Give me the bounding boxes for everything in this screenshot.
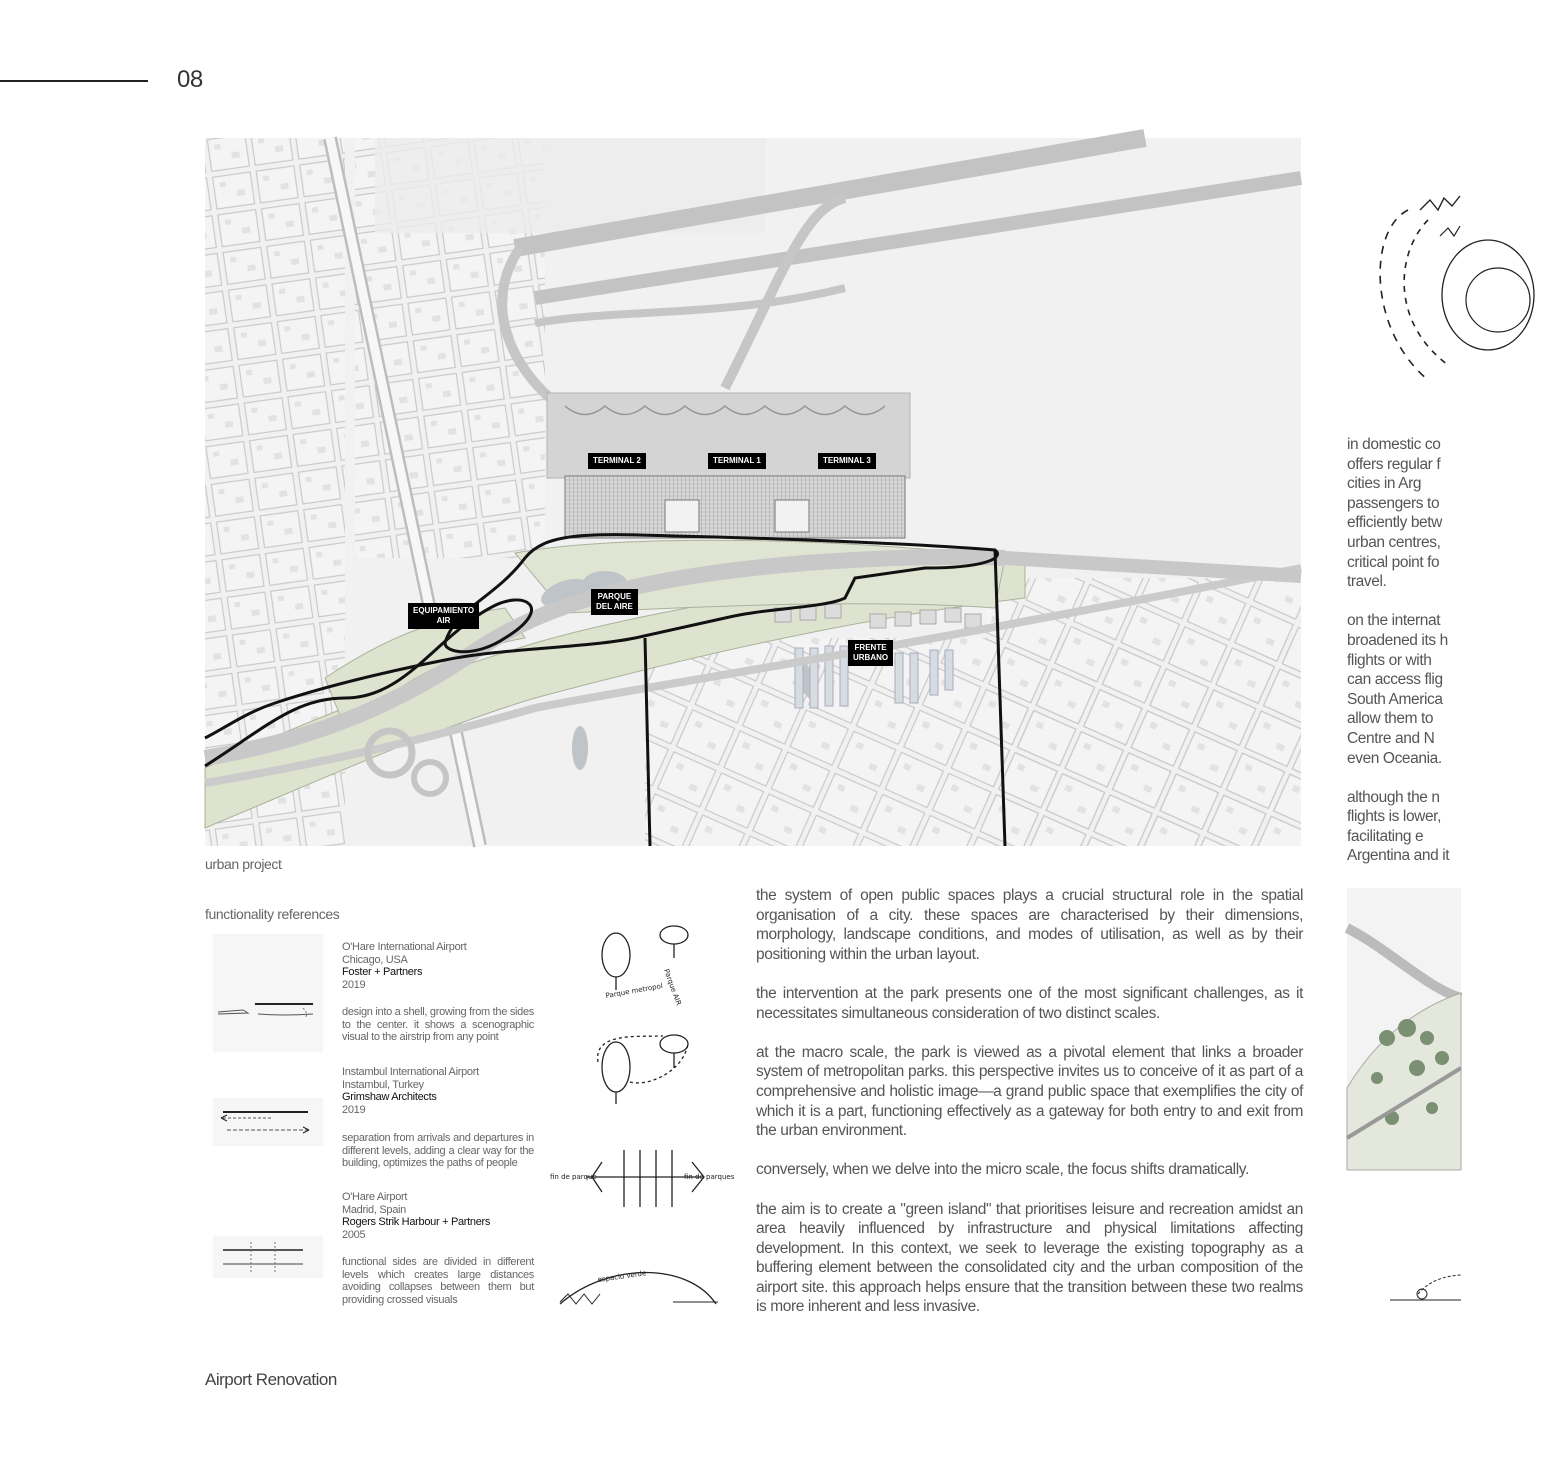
sketch-label-espacio-verde: espacio verde	[597, 1269, 647, 1284]
frente-urbano-label: FRENTE URBANO	[848, 640, 893, 666]
reference-1-year: 2019	[342, 978, 366, 991]
reference-1-info	[342, 941, 537, 991]
sketch-label-fin-de-parque: fin de parque	[550, 1173, 597, 1181]
parque-del-aire-label: PARQUE DEL AIRE	[591, 589, 638, 615]
reference-1-location: Chicago, USA	[342, 953, 408, 966]
reference-3-year: 2005	[342, 1228, 366, 1241]
main-text-paragraph-5: the aim is to create a "green island" that prioritises leisure and recreation amidst an area heavily influenced by infrastructure and physical limitations affecting development. In this context, we seek to leverage the existing topography as a buffering element between the consolidated city and the urban composition of the airport site. this approach helps ensure that the transition between these two realms is more inherent and less invasive.	[756, 1200, 1303, 1316]
reference-3-location: Madrid, Spain	[342, 1203, 406, 1216]
plan-caption: urban project	[205, 856, 282, 872]
terminal-2-label: TERMINAL 2	[588, 453, 646, 469]
side-text	[1347, 435, 1461, 886]
reference-3-architect: Rogers Strik Harbour + Partners	[342, 1216, 491, 1228]
reference-1-sketch	[213, 934, 323, 1052]
right-perspective-render	[1347, 888, 1461, 1170]
reference-1-name: O'Hare International Airport	[342, 941, 467, 953]
reference-3-sketch	[213, 1236, 323, 1278]
plan-svg	[205, 138, 1301, 846]
page-number: 08	[177, 66, 203, 93]
sketch-label-parque-air: Parque AIR	[662, 967, 683, 1007]
equipamiento-air-label: EQUIPAMIENTO AIR	[408, 603, 479, 629]
sketch-label-parque-metro: Parque metropol	[604, 982, 664, 1000]
reference-1-description: design into a shell, growing from the sides to the center. it shows a scenographic visual to the airstrip from any point	[342, 1006, 534, 1043]
main-text-paragraph-4: conversely, when we delve into the micro scale, the focus shifts dramatically.	[756, 1161, 1249, 1179]
reference-1-architect: Foster + Partners	[342, 966, 423, 978]
reference-2-year: 2019	[342, 1103, 366, 1116]
urban-plan-drawing	[205, 138, 1301, 846]
main-text	[756, 886, 1303, 1337]
reference-2-architect: Grimshaw Architects	[342, 1091, 437, 1103]
footer-title: Airport Renovation	[205, 1370, 337, 1389]
side-paragraph-1: in domestic co offers regular f cities in Arg passengers to efficiently betw urban centres, critical point fo travel.	[1347, 436, 1442, 591]
reference-2-sketch	[213, 1098, 323, 1146]
references-heading: functionality references	[205, 906, 340, 922]
reference-2-name: Instambul International Airport	[342, 1066, 479, 1078]
reference-3-info	[342, 1191, 537, 1241]
main-text-paragraph-2: the intervention at the park presents one of the most significant challenges, as it necessitates simultaneous consideration of two distinct scales.	[756, 984, 1303, 1022]
reference-2-location: Instambul, Turkey	[342, 1078, 424, 1091]
terminal-1-label: TERMINAL 1	[708, 453, 766, 469]
main-text-paragraph-3: at the macro scale, the park is viewed as a pivotal element that links a broader system of metropolitan parks. this perspective invites us to conceive of it as part of a comprehensive and holistic image—a grand public space that exemplifies the city of which it is a part, functioning effectively as a gateway for both entry to and exit from the urban environment.	[756, 1043, 1303, 1140]
reference-3-description: functional sides are divided in different levels which creates large distances avoiding collapses between them but providing crossed visuals	[342, 1256, 534, 1306]
terminal-3-label: TERMINAL 3	[818, 453, 876, 469]
header-rule	[0, 80, 148, 82]
main-text-paragraph-1: the system of open public spaces plays a crucial structural role in the spatial organisation of a city. these spaces are characterised by their dimensions, morphology, landscape conditions, and modes of utilisation, as well as by their positioning within the urban layout.	[756, 887, 1303, 963]
concept-sketches	[548, 922, 735, 1317]
right-section-sketch	[1390, 1270, 1461, 1310]
side-paragraph-2: on the internat broadened its h flights or with can access flig South America allow them to Centre and N even Oceania.	[1347, 612, 1448, 767]
side-paragraph-3: although the n flights is lower, facilitating e Argentina and it	[1347, 788, 1450, 865]
sketch-label-fin-de-parques: fin de parques	[684, 1173, 735, 1181]
reference-2-info	[342, 1066, 537, 1116]
right-concept-sketch	[1348, 170, 1461, 400]
reference-3-name: O'Hare Airport	[342, 1191, 408, 1203]
reference-2-description: separation from arrivals and departures in different levels, adding a clear way for the building, optimizes the paths of people	[342, 1132, 534, 1169]
